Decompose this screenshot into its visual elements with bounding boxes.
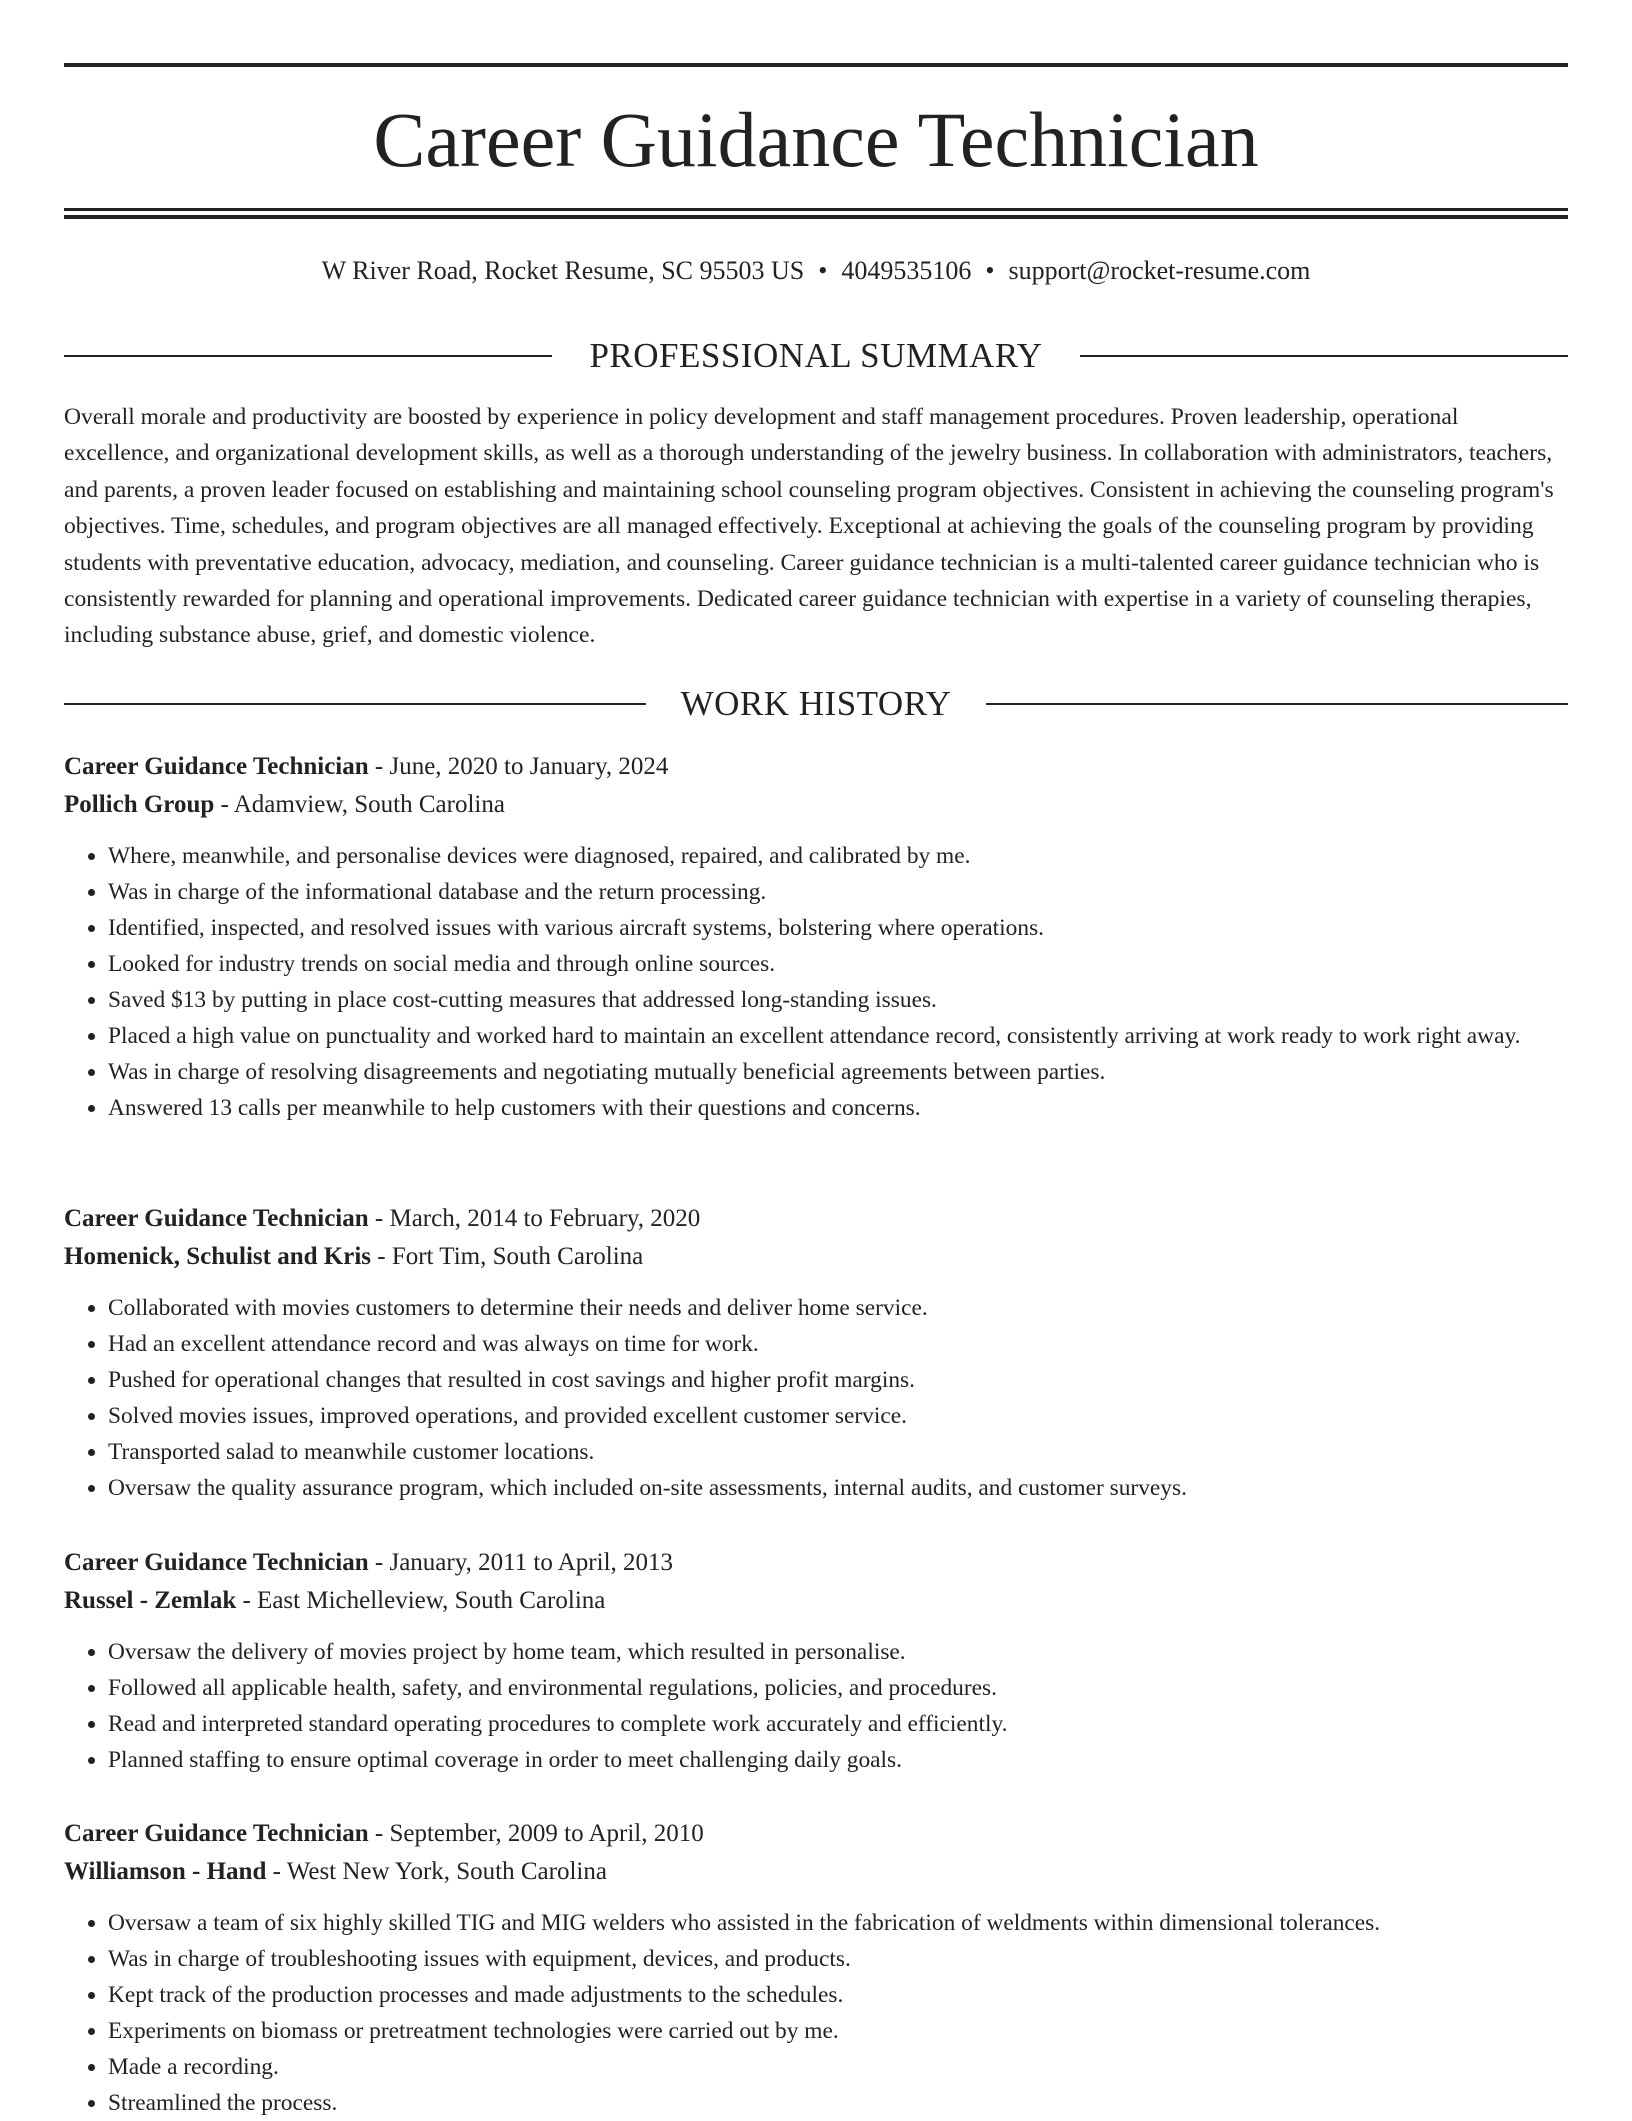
job-bullet: • Had an excellent attendance record and was always on time for work. <box>108 1326 1568 1362</box>
job-dates: - March, 2014 to February, 2020 <box>368 1205 701 1232</box>
job-company: Homenick, Schulist and Kris <box>64 1243 371 1270</box>
section-rule-right <box>1080 355 1568 357</box>
job-title-line <box>64 1544 1568 1582</box>
contact-separator: • <box>818 256 828 285</box>
job-bullet: • Read and interpreted standard operating procedures to complete work accurately and efficiently. <box>108 1706 1568 1742</box>
job-bullet: • Was in charge of resolving disagreements and negotiating mutually beneficial agreements between parties. <box>108 1054 1568 1090</box>
contact-address: W River Road, Rocket Resume, SC 95503 US <box>321 256 805 285</box>
job-company-line <box>64 1238 1568 1276</box>
job-title-line <box>64 1200 1568 1238</box>
job-bullet: • Transported salad to meanwhile customer locations. <box>108 1434 1568 1470</box>
job-title-line <box>64 1815 1568 1853</box>
job-title: Career Guidance Technician <box>64 753 369 780</box>
job-bullet: • Experiments on biomass or pretreatment technologies were carried out by me. <box>108 2013 1568 2049</box>
contact-phone: 4049535106 <box>841 256 972 285</box>
job-bullets <box>64 1290 1568 1506</box>
summary-heading: PROFESSIONAL SUMMARY <box>589 336 1043 375</box>
job-location: - Fort Tim, South Carolina <box>371 1243 644 1270</box>
section-rule-right <box>986 703 1568 705</box>
resume-name: Career Guidance Technician <box>373 96 1259 183</box>
work-heading: WORK HISTORY <box>680 684 952 723</box>
job-bullet: • Where, meanwhile, and personalise devices were diagnosed, repaired, and calibrated by me. <box>108 838 1568 874</box>
contact-line <box>64 253 1568 289</box>
contact-email: support@rocket-resume.com <box>1008 256 1311 285</box>
job-company: Williamson - Hand <box>64 1858 267 1885</box>
job-company-line <box>64 1853 1568 1891</box>
job-bullets <box>64 1905 1568 2121</box>
job-bullet: • Solved movies issues, improved operations, and provided excellent customer service. <box>108 1398 1568 1434</box>
job-company-line <box>64 786 1568 824</box>
job-bullet: • Oversaw the quality assurance program, which included on-site assessments, internal audits, and customer surveys. <box>108 1470 1568 1506</box>
header-double-rule-lower <box>64 215 1568 219</box>
job-company-line <box>64 1582 1568 1620</box>
job-location: - Adamview, South Carolina <box>214 791 505 818</box>
job-title: Career Guidance Technician <box>64 1205 369 1232</box>
job-bullet: • Followed all applicable health, safety, and environmental regulations, policies, and procedures. <box>108 1670 1568 1706</box>
job-entry <box>64 1200 1568 1506</box>
job-entry <box>64 748 1568 1126</box>
job-bullet: • Placed a high value on punctuality and worked hard to maintain an excellent attendance record, consistently arriving at work ready to work right away. <box>108 1018 1568 1054</box>
summary-section-header <box>64 334 1568 378</box>
job-bullet: • Looked for industry trends on social media and through online sources. <box>108 946 1568 982</box>
job-bullet: • Collaborated with movies customers to determine their needs and deliver home service. <box>108 1290 1568 1326</box>
job-bullet: • Streamlined the process. <box>108 2085 1568 2121</box>
job-title-line <box>64 748 1568 786</box>
job-location: - West New York, South Carolina <box>266 1858 607 1885</box>
job-entry <box>64 1544 1568 1778</box>
job-bullet: • Was in charge of troubleshooting issues with equipment, devices, and products. <box>108 1941 1568 1977</box>
job-bullet: • Was in charge of the informational database and the return processing. <box>108 874 1568 910</box>
job-location: - East Michelleview, South Carolina <box>236 1587 606 1614</box>
job-bullets <box>64 838 1568 1126</box>
job-company: Pollich Group <box>64 791 215 818</box>
job-company: Russel - Zemlak <box>64 1587 237 1614</box>
job-bullet: • Answered 13 calls per meanwhile to help customers with their questions and concerns. <box>108 1090 1568 1126</box>
header-top-rule <box>64 63 1568 67</box>
job-bullet: • Pushed for operational changes that resulted in cost savings and higher profit margins. <box>108 1362 1568 1398</box>
summary-text: Overall morale and productivity are boosted by experience in policy development and staff management procedures. Proven leadership, operational excellence, and organizational development skills, as well as a thorough understanding of the jewelry business. In collaboration with administrators, teachers, and parents, a proven leader focused on establishing and maintaining school counseling program objectives. Consistent in achieving the counseling program's objectives. Time, schedules, and program objectives are all managed effectively. Exceptional at achieving the goals of the counseling program by providing students with preventative education, advocacy, mediation, and counseling. Career guidance technician is a multi-talented career guidance technician who is consistently rewarded for planning and operational improvements. Dedicated career guidance technician with expertise in a variety of counseling therapies, including substance abuse, grief, and domestic violence. <box>64 404 1554 649</box>
contact-separator: • <box>985 256 995 285</box>
job-bullet: • Oversaw the delivery of movies project by home team, which resulted in personalise. <box>108 1634 1568 1670</box>
job-bullet: • Saved $13 by putting in place cost-cutting measures that addressed long-standing issues. <box>108 982 1568 1018</box>
job-bullet: • Planned staffing to ensure optimal coverage in order to meet challenging daily goals. <box>108 1742 1568 1778</box>
job-title: Career Guidance Technician <box>64 1820 369 1847</box>
job-bullet: • Made a recording. <box>108 2049 1568 2085</box>
job-dates: - September, 2009 to April, 2010 <box>368 1820 704 1847</box>
job-title: Career Guidance Technician <box>64 1549 369 1576</box>
job-bullets <box>64 1634 1568 1778</box>
job-bullet: • Oversaw a team of six highly skilled TIG and MIG welders who assisted in the fabrication of weldments within dimensional tolerances. <box>108 1905 1568 1941</box>
job-bullet: • Identified, inspected, and resolved issues with various aircraft systems, bolstering where operations. <box>108 910 1568 946</box>
header-double-rule-upper <box>64 208 1568 211</box>
job-dates: - June, 2020 to January, 2024 <box>368 753 669 780</box>
work-section-header <box>64 682 1568 726</box>
job-dates: - January, 2011 to April, 2013 <box>368 1549 674 1576</box>
job-bullet: • Kept track of the production processes and made adjustments to the schedules. <box>108 1977 1568 2013</box>
job-entry <box>64 1815 1568 2121</box>
